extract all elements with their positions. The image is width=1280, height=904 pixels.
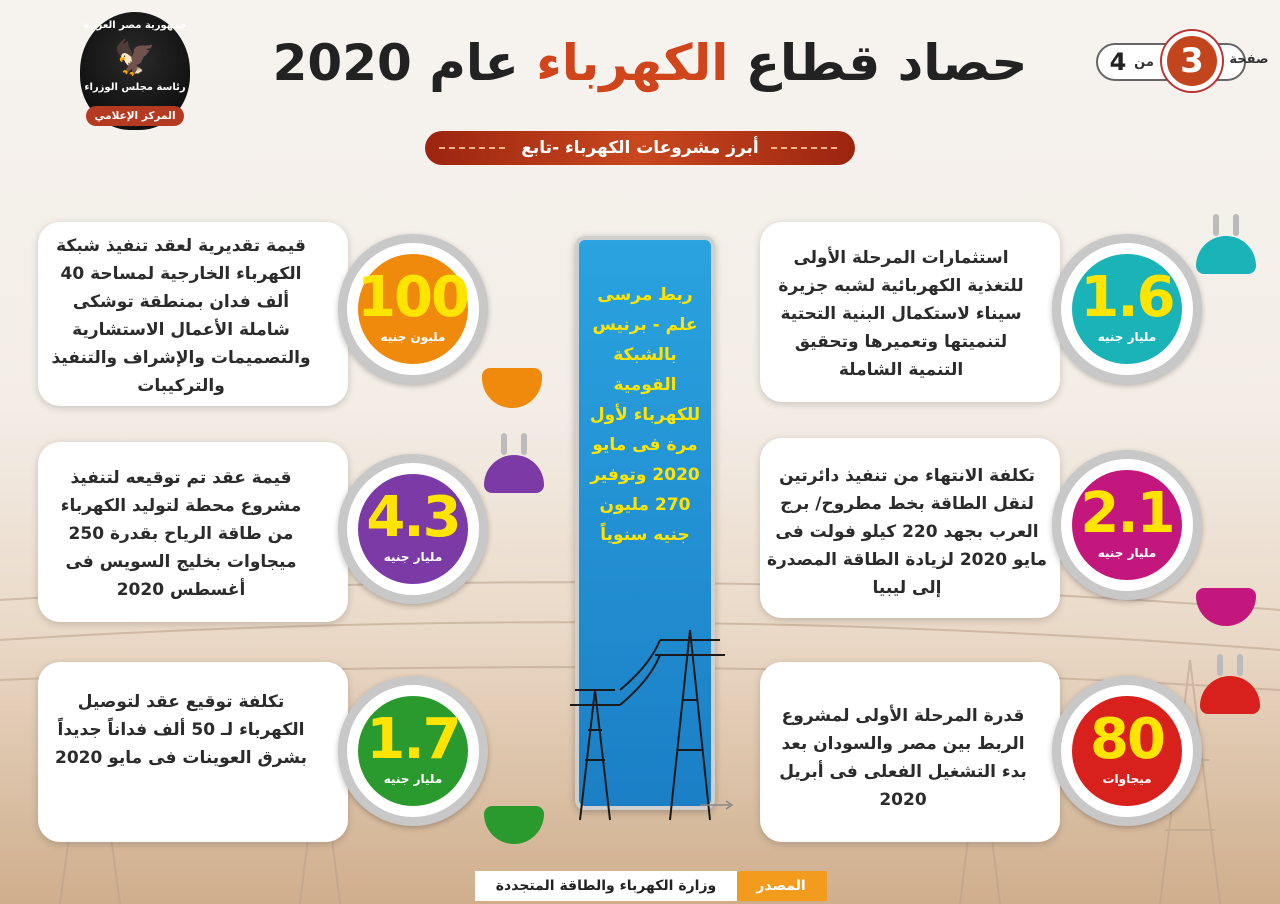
plug-prong-icon bbox=[521, 433, 527, 455]
socket-icon bbox=[1196, 588, 1256, 626]
info-card-text: قيمة عقد تم توقيعه لتنفيذ مشروع محطة لتوليد الكهرباء من طاقة الرياح بقدرة 250 ميجاوات بخليج السويس فى أغسطس 2020 bbox=[60, 468, 302, 600]
value-ring bbox=[1052, 676, 1202, 826]
cabinet-media-center-logo bbox=[80, 12, 190, 130]
value-unit: مليار جنيه bbox=[1097, 546, 1157, 560]
info-card-text: تكلفة الانتهاء من تنفيذ دائرتين لنقل الطاقة بخط مطروح/ برج العرب بجهد 220 كيلو فولت فى مايو 2020 لزيادة الطاقة المصدرة إلى ليبيا bbox=[766, 466, 1048, 598]
subtitle-dots-right bbox=[771, 147, 841, 149]
value-ring bbox=[1052, 450, 1202, 600]
value-disc bbox=[1072, 254, 1182, 364]
logo-top-text: جمهورية مصر العربية bbox=[82, 20, 188, 31]
value-number: 1.7 bbox=[366, 707, 460, 772]
value-number: 1.6 bbox=[1080, 265, 1174, 330]
title-accent: الكهرباء bbox=[536, 34, 729, 92]
value-ring bbox=[338, 234, 488, 384]
center-project-text: ربط مرسى علم - برنيس بالشبكة القومية للكهرباء لأول مرة فى مايو 2020 وتوفير 270 مليون جنيه سنوياً bbox=[589, 285, 701, 545]
value-ring bbox=[1052, 234, 1202, 384]
plug-prong-icon bbox=[1237, 654, 1243, 676]
plug-prong-icon bbox=[501, 433, 507, 455]
page-current: 3 bbox=[1162, 31, 1222, 91]
value-ring bbox=[338, 676, 488, 826]
plug-prong-icon bbox=[1217, 654, 1223, 676]
socket-icon bbox=[482, 368, 542, 408]
pylon-icon bbox=[540, 610, 740, 830]
info-card-text: قيمة تقديرية لعقد تنفيذ شبكة الكهرباء الخارجية لمساحة 40 ألف فدان بمنطقة توشكى شاملة الأعمال الاستشارية والتصميمات والإشراف والتنفيذ والتركيبات bbox=[51, 236, 311, 396]
info-card-text: قدرة المرحلة الأولى لمشروع الربط بين مصر والسودان بعد بدء التشغيل الفعلى فى أبريل 2020 bbox=[779, 706, 1027, 810]
value-disc bbox=[1072, 696, 1182, 806]
value-unit: مليار جنيه bbox=[383, 550, 443, 564]
value-number: 4.3 bbox=[366, 485, 460, 550]
value-disc bbox=[358, 696, 468, 806]
value-unit: مليار جنيه bbox=[383, 772, 443, 786]
plug-icon bbox=[484, 455, 544, 493]
value-disc bbox=[358, 254, 468, 364]
eagle-emblem-icon: 🦅 bbox=[113, 38, 157, 78]
plug-prong-icon bbox=[1233, 214, 1239, 236]
value-unit: ميجاوات bbox=[1102, 772, 1152, 786]
section-subtitle bbox=[425, 131, 855, 165]
title-part2: عام 2020 bbox=[272, 34, 519, 92]
value-number: 2.1 bbox=[1080, 481, 1174, 546]
value-number: 80 bbox=[1090, 707, 1164, 772]
value-disc bbox=[358, 474, 468, 584]
page-of-label: من bbox=[1134, 55, 1154, 70]
info-card-text: تكلفة توقيع عقد لتوصيل الكهرباء لـ 50 ألف فداناً جديداً بشرق العوينات فى مايو 2020 bbox=[55, 692, 307, 768]
page-title bbox=[270, 34, 1030, 92]
logo-banner-text: المركز الإعلامي bbox=[86, 106, 184, 126]
page-label: صفحة bbox=[1229, 52, 1269, 67]
socket-icon bbox=[484, 806, 544, 844]
source-label: المصدر bbox=[735, 871, 827, 901]
subtitle-dots-left bbox=[439, 147, 509, 149]
value-number: 100 bbox=[357, 265, 468, 330]
value-unit: مليون جنيه bbox=[380, 330, 446, 344]
title-part1: حصاد قطاع bbox=[745, 34, 1028, 92]
page-total: 4 bbox=[1109, 48, 1127, 76]
plug-icon bbox=[1200, 676, 1260, 714]
value-unit: مليار جنيه bbox=[1097, 330, 1157, 344]
info-card-text: استثمارات المرحلة الأولى للتغذية الكهربائية لشبه جزيرة سيناء لاستكمال البنية التحتية لتنميتها وتعميرها وتحقيق التنمية الشاملة bbox=[778, 248, 1024, 380]
logo-mid-text: رئاسة مجلس الوزراء bbox=[84, 82, 186, 93]
value-disc bbox=[1072, 470, 1182, 580]
source-text: وزارة الكهرباء والطاقة المتجددة bbox=[475, 871, 737, 901]
subtitle-text: أبرز مشروعات الكهرباء -تابع bbox=[521, 138, 759, 158]
plug-prong-icon bbox=[1213, 214, 1219, 236]
plug-icon bbox=[1196, 236, 1256, 274]
value-ring bbox=[338, 454, 488, 604]
